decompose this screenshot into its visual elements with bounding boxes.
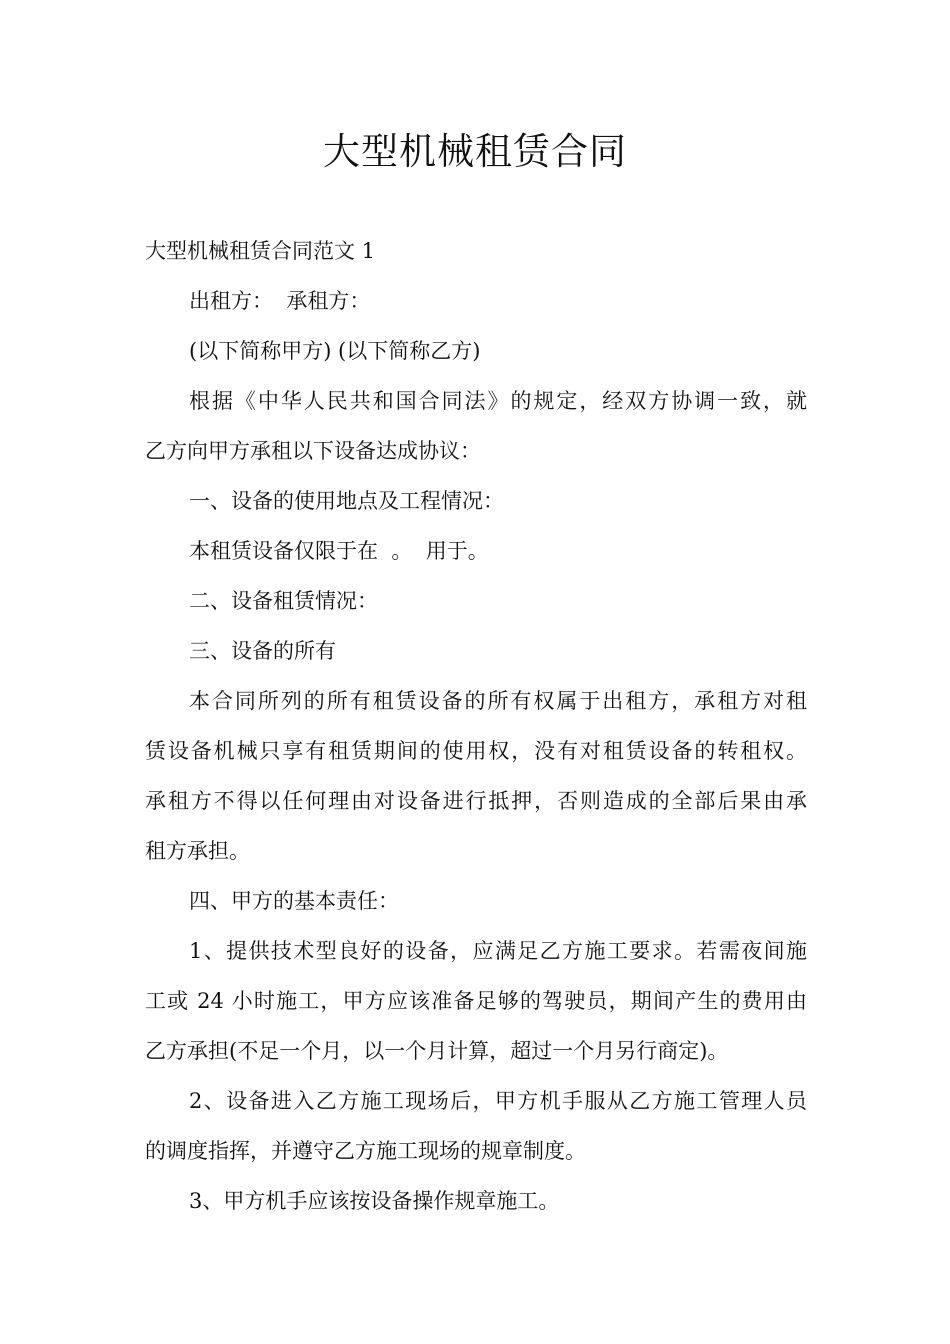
clause-heading: 三、设备的所有 bbox=[189, 639, 336, 663]
paragraph-line: 本租赁设备仅限于在 。 用于。 bbox=[189, 539, 489, 563]
paragraph-line: 3、甲方机手应该按设备操作规章施工。 bbox=[189, 1189, 560, 1213]
paragraph-line: 本合同所列的所有租赁设备的所有权属于出租方，承租方对租 bbox=[189, 689, 807, 713]
paragraph-line: 工或 24 小时施工，甲方应该准备足够的驾驶员，期间产生的费用由 bbox=[145, 989, 807, 1013]
clause-heading: 一、设备的使用地点及工程情况： bbox=[189, 489, 504, 513]
paragraph-line: 乙方承担(不足一个月，以一个月计算，超过一个月另行商定)。 bbox=[145, 1039, 729, 1063]
paragraph-line: 2、设备进入乙方施工现场后，甲方机手服从乙方施工管理人员 bbox=[189, 1089, 807, 1113]
paragraph-line: 根据《中华人民共和国合同法》的规定，经双方协调一致，就 bbox=[189, 389, 807, 413]
paragraph-line: 赁设备机械只享有租赁期间的使用权，没有对租赁设备的转租权。 bbox=[145, 739, 807, 763]
paragraph-line: 乙方向甲方承租以下设备达成协议： bbox=[145, 439, 481, 463]
clause-heading: 二、设备租赁情况： bbox=[189, 589, 378, 613]
section-heading: 大型机械租赁合同范文 1 bbox=[145, 239, 376, 263]
paragraph-line: 1、提供技术型良好的设备，应满足乙方施工要求。若需夜间施 bbox=[189, 939, 807, 963]
document-body bbox=[145, 226, 807, 1226]
paragraph-line: 承租方不得以任何理由对设备进行抵押，否则造成的全部后果由承 bbox=[145, 789, 807, 813]
party-labels: 出租方： 承租方： bbox=[189, 289, 371, 313]
party-abbreviations: (以下简称甲方) (以下简称乙方) bbox=[189, 339, 481, 363]
paragraph-line: 的调度指挥，并遵守乙方施工现场的规章制度。 bbox=[145, 1139, 586, 1163]
document-title: 大型机械租赁合同 bbox=[323, 130, 627, 173]
clause-heading: 四、甲方的基本责任： bbox=[189, 889, 399, 913]
paragraph-line: 租方承担。 bbox=[145, 839, 250, 863]
